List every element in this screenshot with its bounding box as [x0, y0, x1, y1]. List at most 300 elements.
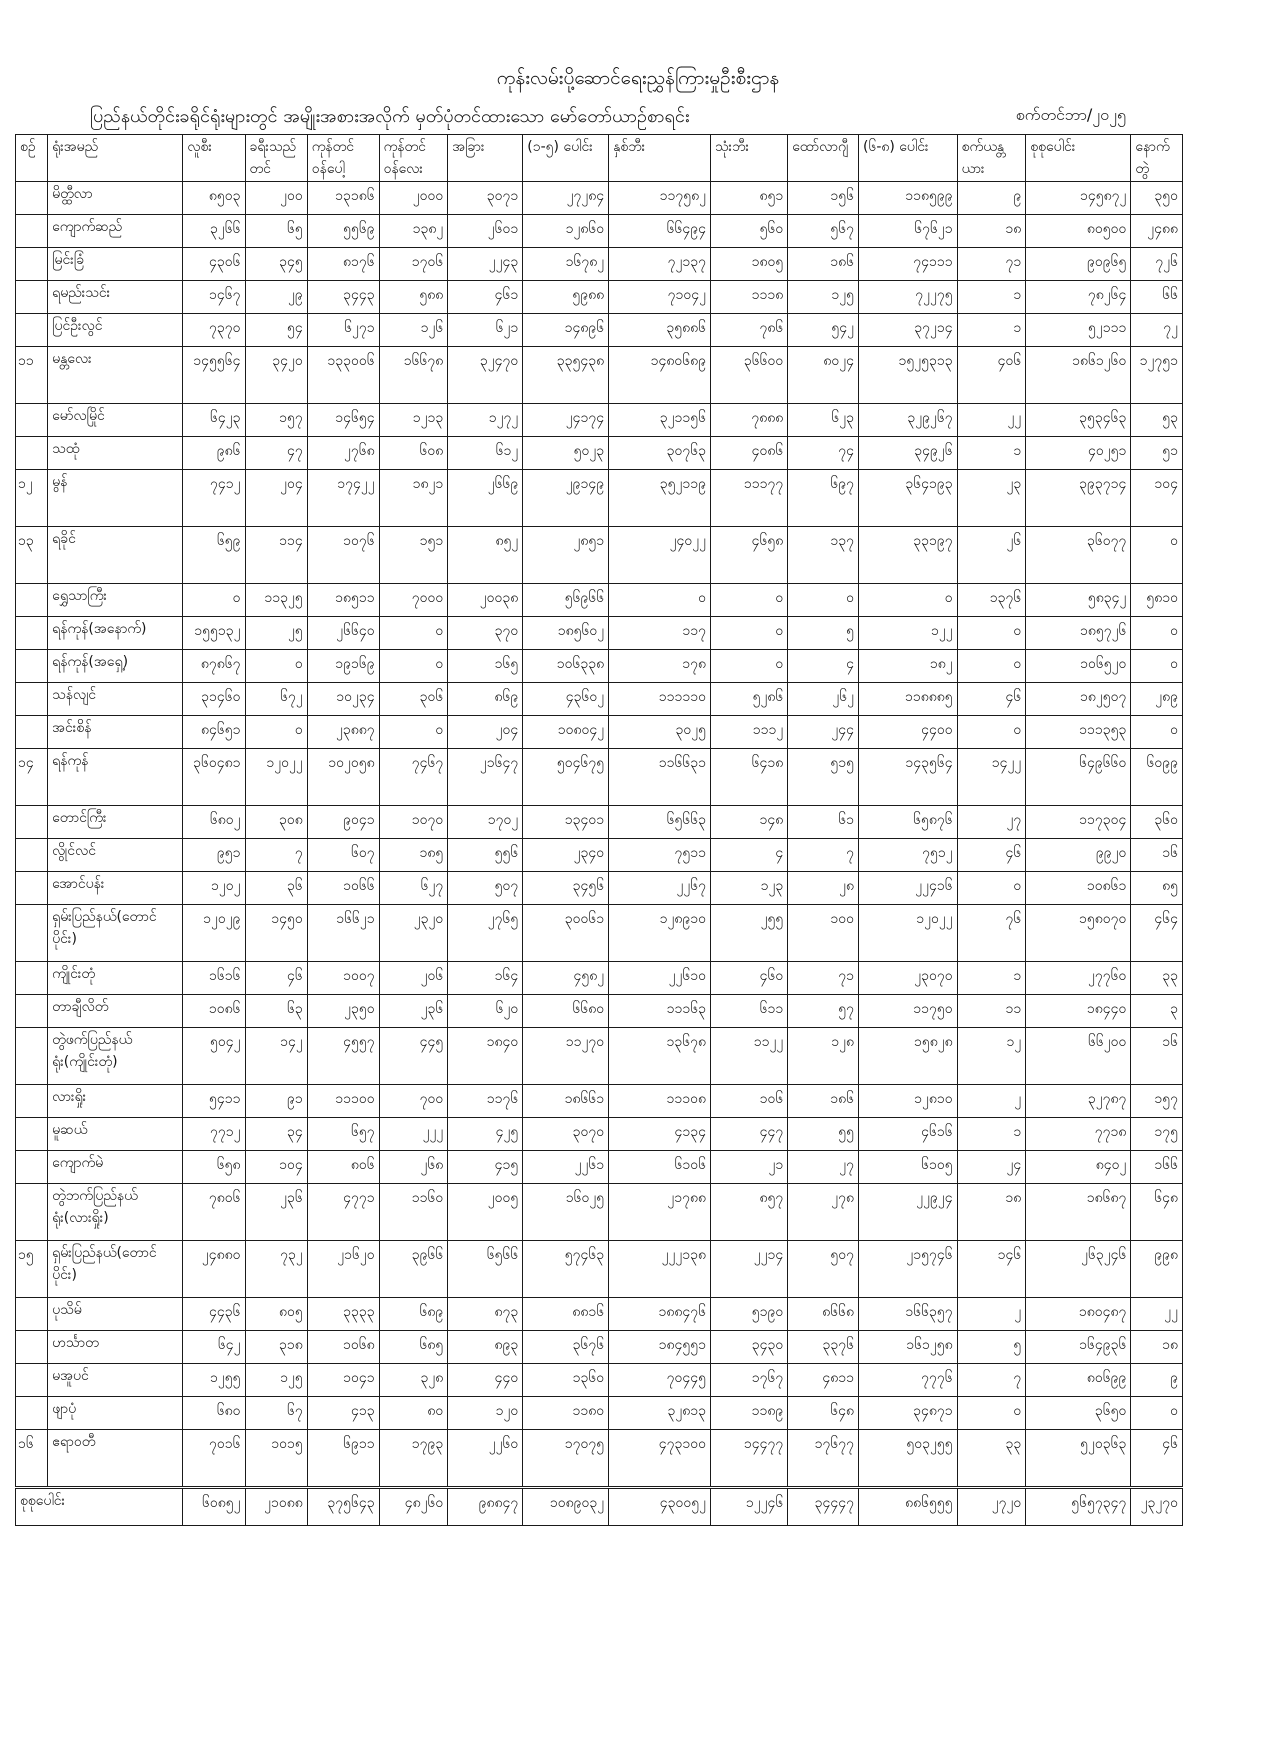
- value-cell: ၃၀၂၅: [609, 716, 711, 749]
- value-cell: ၅၈၃၄၂: [1026, 584, 1131, 617]
- value-cell: ၀: [957, 716, 1026, 749]
- value-cell: ၆၄၉၆၆၀: [1026, 749, 1131, 806]
- value-cell: ၁၇၀၇၅: [523, 1430, 609, 1488]
- row-number: ၁၁: [16, 347, 48, 404]
- office-name: မန္တလေး: [48, 347, 183, 404]
- office-name: ဖျာပုံ: [48, 1397, 183, 1430]
- value-cell: ၇၈၀၆: [183, 1184, 245, 1241]
- value-cell: ၂၀၄: [245, 470, 307, 527]
- value-cell: ၈၀၅: [245, 1298, 307, 1331]
- value-cell: ၅၁၉၀: [710, 1298, 787, 1331]
- value-cell: ၂: [957, 1085, 1026, 1118]
- value-cell: ၁၀၄၁: [307, 1364, 379, 1397]
- value-cell: ၃၂၈၁၃: [609, 1397, 711, 1430]
- table-row: [16, 806, 1183, 839]
- value-cell: ၀: [1131, 1397, 1183, 1430]
- value-cell: ၆၁၀၆: [609, 1151, 711, 1184]
- value-cell: ၁၂၀၂၂: [858, 905, 957, 962]
- value-cell: ၁၇၆၇: [710, 1364, 787, 1397]
- value-cell: ၁၆: [1131, 1028, 1183, 1085]
- value-cell: ၁၂၂: [858, 617, 957, 650]
- value-cell: ၈၆၆၈: [788, 1298, 859, 1331]
- value-cell: ၃၀၈: [245, 806, 307, 839]
- value-cell: ၁၁၈၈၈၅: [858, 683, 957, 716]
- value-cell: ၂၂၆၇: [609, 872, 711, 905]
- table-row: [16, 872, 1183, 905]
- value-cell: ၀: [858, 584, 957, 617]
- value-cell: ၅: [957, 1331, 1026, 1364]
- value-cell: ၂၆၂: [788, 683, 859, 716]
- value-cell: ၉: [957, 182, 1026, 215]
- value-cell: ၈၄၆၅၁: [183, 716, 245, 749]
- value-cell: ၈၈၁၆: [523, 1298, 609, 1331]
- value-cell: ၀: [710, 584, 787, 617]
- value-cell: ၁: [957, 314, 1026, 347]
- value-cell: ၆၆၄၉၄: [609, 215, 711, 248]
- value-cell: ၁၂၅: [245, 1364, 307, 1397]
- office-name: မိတ္ထီလာ: [48, 182, 183, 215]
- row-number: [16, 617, 48, 650]
- value-cell: ၁၈၆၆၁: [523, 1085, 609, 1118]
- total-cell: ၃၄၄၄၇: [788, 1488, 859, 1526]
- table-row: [16, 617, 1183, 650]
- value-cell: ၂၆၆၄၀: [307, 617, 379, 650]
- value-cell: ၂၄၀၂၂: [609, 527, 711, 584]
- value-cell: ၅၀၃၂၅၅: [858, 1430, 957, 1488]
- value-cell: ၃၃: [1131, 962, 1183, 995]
- value-cell: ၃၂၆၆: [183, 215, 245, 248]
- value-cell: ၅၂၁၁၁: [1026, 314, 1131, 347]
- table-row: [16, 182, 1183, 215]
- value-cell: ၅၄: [245, 314, 307, 347]
- value-cell: ၁၁၇၆: [448, 1085, 523, 1118]
- office-name: ရှမ်းပြည်နယ်(တောင်ပိုင်း): [48, 905, 183, 962]
- value-cell: ၁၀၇၆: [307, 527, 379, 584]
- value-cell: ၁၀၂၃၄: [307, 683, 379, 716]
- value-cell: ၆၀၈: [379, 437, 448, 470]
- row-number: ၁၃: [16, 527, 48, 584]
- value-cell: ၄၄၅: [379, 1028, 448, 1085]
- value-cell: ၂၈: [788, 872, 859, 905]
- value-cell: ၁၃၁၈၆: [307, 182, 379, 215]
- value-cell: ၀: [957, 1397, 1026, 1430]
- value-cell: ၄၁၃: [307, 1397, 379, 1430]
- value-cell: ၁၁: [957, 995, 1026, 1028]
- value-cell: ၃: [1131, 995, 1183, 1028]
- value-cell: ၀: [183, 584, 245, 617]
- value-cell: ၈၀၂၄: [788, 347, 859, 404]
- value-cell: ၃၆၀၄၈၁: [183, 749, 245, 806]
- value-cell: ၅၅: [788, 1118, 859, 1151]
- value-cell: ၀: [957, 872, 1026, 905]
- column-header: စဉ်: [16, 135, 48, 182]
- value-cell: ၄၇: [245, 437, 307, 470]
- value-cell: ၆၅၉: [183, 527, 245, 584]
- office-name: မွန်: [48, 470, 183, 527]
- value-cell: ၅၀၄၆၇၅: [523, 749, 609, 806]
- value-cell: ၇: [957, 1364, 1026, 1397]
- value-cell: ၂၆၈: [379, 1151, 448, 1184]
- table-row: [16, 215, 1183, 248]
- value-cell: ၈၅၂: [448, 527, 523, 584]
- value-cell: ၄၆၁၆: [858, 1118, 957, 1151]
- value-cell: ၁၀၆: [710, 1085, 787, 1118]
- value-cell: ၁၈၀၄၈၇: [1026, 1298, 1131, 1331]
- row-number: [16, 584, 48, 617]
- value-cell: ၀: [957, 617, 1026, 650]
- value-cell: ၁၄၆: [957, 1241, 1026, 1298]
- value-cell: ၄၅၅၇: [307, 1028, 379, 1085]
- value-cell: ၁၄၄၇၇: [710, 1430, 787, 1488]
- office-name: မြင်းခြံ: [48, 248, 183, 281]
- value-cell: ၄၅၈၂: [523, 962, 609, 995]
- value-cell: ၃၂၉၂၆၇: [858, 404, 957, 437]
- value-cell: ၇၀၀: [379, 1085, 448, 1118]
- value-cell: ၂၂၁၄: [710, 1241, 787, 1298]
- value-cell: ၇၀၁၆: [183, 1430, 245, 1488]
- table-row: [16, 1184, 1183, 1241]
- office-name: မော်လမြိုင်: [48, 404, 183, 437]
- value-cell: ၁၅၇: [245, 404, 307, 437]
- office-name: မအူပင်: [48, 1364, 183, 1397]
- value-cell: ၉၀၄၁: [307, 806, 379, 839]
- value-cell: ၁၅၆: [788, 182, 859, 215]
- value-cell: ၃၂၄၇၀: [448, 347, 523, 404]
- value-cell: ၂၂၉၂၄: [858, 1184, 957, 1241]
- report-date: စက်တင်ဘာ/၂၀၂၅: [1015, 105, 1126, 124]
- total-cell: ၈၈၆၅၅၅: [858, 1488, 957, 1526]
- value-cell: ၃၆၀: [1131, 806, 1183, 839]
- value-cell: ၄၇၇၁: [307, 1184, 379, 1241]
- value-cell: ၅၇၄၆၃: [523, 1241, 609, 1298]
- value-cell: ၄၆: [957, 839, 1026, 872]
- value-cell: ၆၃: [245, 995, 307, 1028]
- total-cell: ၂၁၀၈၈: [245, 1488, 307, 1526]
- value-cell: ၁၄၅၈၇၂: [1026, 182, 1131, 215]
- value-cell: ၈၁၇၆: [307, 248, 379, 281]
- table-row: [16, 1331, 1183, 1364]
- column-header: ရုံးအမည်: [48, 135, 183, 182]
- value-cell: ၇၂၆: [1131, 248, 1183, 281]
- value-cell: ၄၀၂၅၁: [1026, 437, 1131, 470]
- value-cell: ၁၆၆၃၅၇: [858, 1298, 957, 1331]
- value-cell: ၀: [379, 617, 448, 650]
- value-cell: ၀: [1131, 527, 1183, 584]
- row-number: [16, 1331, 48, 1364]
- value-cell: ၈၀၆၉၉: [1026, 1364, 1131, 1397]
- row-number: [16, 683, 48, 716]
- value-cell: ၂: [957, 1298, 1026, 1331]
- row-number: ၁၂: [16, 470, 48, 527]
- value-cell: ၈၅: [1131, 872, 1183, 905]
- column-header: အခြား: [448, 135, 523, 182]
- value-cell: ၄၇၃၁၀၀: [609, 1430, 711, 1488]
- value-cell: ၂၇၆၈: [307, 437, 379, 470]
- value-cell: ၁၁၁၂: [710, 716, 787, 749]
- value-cell: ၁၁၃၂၅: [245, 584, 307, 617]
- value-cell: ၁၃၆၀: [523, 1364, 609, 1397]
- value-cell: ၁၁၁၃၅၃: [1026, 716, 1131, 749]
- office-name: တွဲဖက်ပြည်နယ်ရုံး(ကျိုင်းတုံ): [48, 1028, 183, 1085]
- value-cell: ၂၇၈: [788, 1184, 859, 1241]
- value-cell: ၂၃၆: [245, 1184, 307, 1241]
- value-cell: ၃၀၀၆၁: [523, 905, 609, 962]
- row-number: [16, 1028, 48, 1085]
- value-cell: ၂၇: [788, 1151, 859, 1184]
- value-cell: ၇၂၂၇၅: [858, 281, 957, 314]
- value-cell: ၅၆၀: [710, 215, 787, 248]
- value-cell: ၆၅: [245, 215, 307, 248]
- office-name: ပြင်ဦးလွင်: [48, 314, 183, 347]
- table-row: [16, 281, 1183, 314]
- value-cell: ၄၆၁: [448, 281, 523, 314]
- value-cell: ၆၄၂: [183, 1331, 245, 1364]
- value-cell: ၁၁၁၆၃: [609, 995, 711, 1028]
- value-cell: ၂၂၂၁၃၈: [609, 1241, 711, 1298]
- value-cell: ၈၀: [379, 1397, 448, 1430]
- value-cell: ၀: [710, 617, 787, 650]
- value-cell: ၄၃၀၆: [183, 248, 245, 281]
- value-cell: ၆၂၀: [448, 995, 523, 1028]
- value-cell: ၃၉၃၇၁၄: [1026, 470, 1131, 527]
- office-name: အင်းစိန်: [48, 716, 183, 749]
- value-cell: ၁၄၈၀၆၈၉: [609, 347, 711, 404]
- value-cell: ၁၁၁၀၈: [609, 1085, 711, 1118]
- table-row: [16, 1298, 1183, 1331]
- row-number: [16, 716, 48, 749]
- value-cell: ၆၁၁: [710, 995, 787, 1028]
- total-cell: ၄၃၀၀၅၂: [609, 1488, 711, 1526]
- value-cell: ၃၄: [245, 1118, 307, 1151]
- value-cell: ၃၁၄၆၀: [183, 683, 245, 716]
- value-cell: ၁၆၆၇၈: [379, 347, 448, 404]
- row-number: [16, 437, 48, 470]
- value-cell: ၁၂၃: [710, 872, 787, 905]
- value-cell: ၄၆၀: [710, 962, 787, 995]
- value-cell: ၂၁၆၂၀: [307, 1241, 379, 1298]
- office-name: အောင်ပန်း: [48, 872, 183, 905]
- office-name: တာချီလိတ်: [48, 995, 183, 1028]
- value-cell: ၅၀၄၂: [183, 1028, 245, 1085]
- value-cell: ၃၀၇၀: [523, 1118, 609, 1151]
- value-cell: ၂၆၆၉: [448, 470, 523, 527]
- row-number: [16, 182, 48, 215]
- value-cell: ၆၈၀၂: [183, 806, 245, 839]
- value-cell: ၇၅၁၁: [609, 839, 711, 872]
- value-cell: ၅၅၆၉: [307, 215, 379, 248]
- value-cell: ၂၉: [245, 281, 307, 314]
- value-cell: ၅၀၇: [448, 872, 523, 905]
- value-cell: ၂၇: [957, 806, 1026, 839]
- value-cell: ၁၈၀၅: [710, 248, 787, 281]
- row-number: ၁၅: [16, 1241, 48, 1298]
- value-cell: ၁၁၇၃၀၄: [1026, 806, 1131, 839]
- value-cell: ၃၆၅၀: [1026, 1397, 1131, 1430]
- office-name: ရန်ကုန်(အရှေ့): [48, 650, 183, 683]
- value-cell: ၁၆: [1131, 839, 1183, 872]
- office-name: ရန်ကုန်(အနောက်): [48, 617, 183, 650]
- value-cell: ၃၃၅၄၃၈: [523, 347, 609, 404]
- value-cell: ၂၁၅၇၄၆: [858, 1241, 957, 1298]
- value-cell: ၄၈၁၁: [788, 1364, 859, 1397]
- value-cell: ၁၂၈: [788, 1028, 859, 1085]
- value-cell: ၈၀၅၀၀: [1026, 215, 1131, 248]
- value-cell: ၈၇၃: [448, 1298, 523, 1331]
- row-number: ၁၄: [16, 749, 48, 806]
- value-cell: ၅၅၆: [448, 839, 523, 872]
- value-cell: ၁၂၆: [379, 314, 448, 347]
- table-row: [16, 839, 1183, 872]
- row-number: [16, 1397, 48, 1430]
- value-cell: ၄၁၅: [448, 1151, 523, 1184]
- value-cell: ၂၀၀၃၈: [448, 584, 523, 617]
- table-row: [16, 1085, 1183, 1118]
- value-cell: ၂၃: [957, 470, 1026, 527]
- value-cell: ၇၃၇၀: [183, 314, 245, 347]
- value-cell: ၀: [245, 716, 307, 749]
- value-cell: ၁၀၆၃၃၈: [523, 650, 609, 683]
- value-cell: ၆၅၈: [183, 1151, 245, 1184]
- value-cell: ၁၂၇၅၁: [1131, 347, 1183, 404]
- value-cell: ၃၆၄၁၉၃: [858, 470, 957, 527]
- column-header: လူစီး: [183, 135, 245, 182]
- value-cell: ၃၃၇၆: [788, 1331, 859, 1364]
- value-cell: ၇၃၂: [245, 1241, 307, 1298]
- value-cell: ၂၄: [957, 1151, 1026, 1184]
- value-cell: ၆၄၈: [788, 1397, 859, 1430]
- value-cell: ၉၅၁: [183, 839, 245, 872]
- value-cell: ၆၀၇: [307, 839, 379, 872]
- value-cell: ၂၀၄: [448, 716, 523, 749]
- value-cell: ၂၂၄၃: [448, 248, 523, 281]
- value-cell: ၇၈၆: [710, 314, 787, 347]
- value-cell: ၁၆၄: [448, 962, 523, 995]
- value-cell: ၇၇၁၈: [1026, 1118, 1131, 1151]
- table-row: [16, 962, 1183, 995]
- value-cell: ၉၁: [245, 1085, 307, 1118]
- value-cell: ၄၁၃၄: [609, 1118, 711, 1151]
- value-cell: ၃၅၂၁၁၉: [609, 470, 711, 527]
- value-cell: ၁၈၆: [788, 248, 859, 281]
- value-cell: ၀: [957, 650, 1026, 683]
- value-cell: ၁၀၆၅၂၀: [1026, 650, 1131, 683]
- value-cell: ၃၀၇၁: [448, 182, 523, 215]
- value-cell: ၃၄၃၀: [710, 1331, 787, 1364]
- value-cell: ၈၅၁: [710, 182, 787, 215]
- value-cell: ၁၆၄၉၃၆: [1026, 1331, 1131, 1364]
- value-cell: ၄၃၆၀၂: [523, 683, 609, 716]
- value-cell: ၁၄၈၉၆: [523, 314, 609, 347]
- value-cell: ၄၆၄: [1131, 905, 1183, 962]
- value-cell: ၂၅၅: [710, 905, 787, 962]
- value-cell: ၃၅၈၈၆: [609, 314, 711, 347]
- table-row: [16, 650, 1183, 683]
- value-cell: ၁၅၈၀၇၀: [1026, 905, 1131, 962]
- table-row: [16, 716, 1183, 749]
- value-cell: ၁၇၄၂၂: [307, 470, 379, 527]
- value-cell: ၈၀၆: [307, 1151, 379, 1184]
- value-cell: ၃၄၈၇၁: [858, 1397, 957, 1430]
- value-cell: ၆၄၈: [1131, 1184, 1183, 1241]
- value-cell: ၁၅၅၁၃၂: [183, 617, 245, 650]
- value-cell: ၆၂၁: [448, 314, 523, 347]
- row-number: [16, 404, 48, 437]
- value-cell: ၆၆၂၀၀: [1026, 1028, 1131, 1085]
- value-cell: ၇၀၄၄၅: [609, 1364, 711, 1397]
- value-cell: ၁၇၈: [609, 650, 711, 683]
- value-cell: ၂၂၆၁: [523, 1151, 609, 1184]
- value-cell: ၅၁၅: [788, 749, 859, 806]
- value-cell: ၃၄၂၀: [245, 347, 307, 404]
- value-cell: ၄၆: [1131, 1430, 1183, 1488]
- value-cell: ၁၆၆၂၁: [307, 905, 379, 962]
- value-cell: ၃၂၇၈၇: [1026, 1085, 1131, 1118]
- value-cell: ၁၄၅၅၆၄: [183, 347, 245, 404]
- value-cell: ၅၈၁၀: [1131, 584, 1183, 617]
- office-name: ရန်ကုန်: [48, 749, 183, 806]
- value-cell: ၁၅၂၅၃၁၃: [858, 347, 957, 404]
- value-cell: ၁၈၆: [788, 1085, 859, 1118]
- value-cell: ၁၈: [957, 215, 1026, 248]
- value-cell: ၁၁၁၁၁၀: [609, 683, 711, 716]
- total-cell: ၄၈၂၆၀: [379, 1488, 448, 1526]
- value-cell: ၁: [957, 437, 1026, 470]
- value-cell: ၂၂၆၁၀: [609, 962, 711, 995]
- value-cell: ၁၀၄: [1131, 470, 1183, 527]
- value-cell: ၆၆: [1131, 281, 1183, 314]
- value-cell: ၂၆: [957, 527, 1026, 584]
- value-cell: ၆၇: [245, 1397, 307, 1430]
- column-header: သုံးဘီး: [710, 135, 787, 182]
- value-cell: ၂၀၀: [245, 182, 307, 215]
- table-row: [16, 905, 1183, 962]
- value-cell: ၄၀၈၆: [710, 437, 787, 470]
- value-cell: ၀: [710, 650, 787, 683]
- value-cell: ၆၈၅: [379, 1331, 448, 1364]
- value-cell: ၇၂: [1131, 314, 1183, 347]
- value-cell: ၁၂၀၂: [183, 872, 245, 905]
- value-cell: ၇၀၀၀: [379, 584, 448, 617]
- value-cell: ၇၄၆၇: [379, 749, 448, 806]
- value-cell: ၁၃၄၀၁: [523, 806, 609, 839]
- row-number: [16, 1364, 48, 1397]
- value-cell: ၇၄၁၁၁: [858, 248, 957, 281]
- value-cell: ၃၄၅၆: [523, 872, 609, 905]
- value-cell: ၆၈၉: [379, 1298, 448, 1331]
- value-cell: ၅၄၂: [788, 314, 859, 347]
- column-header: ထော်လာဂျီ: [788, 135, 859, 182]
- value-cell: ၁၈: [1131, 1331, 1183, 1364]
- value-cell: ၅၃: [1131, 404, 1183, 437]
- value-cell: ၅၇: [788, 995, 859, 1028]
- value-cell: ၅၀၂၃: [523, 437, 609, 470]
- value-cell: ၂၂၂: [379, 1118, 448, 1151]
- value-cell: ၁၂၀: [448, 1397, 523, 1430]
- row-number: [16, 806, 48, 839]
- value-cell: ၅၆၇: [788, 215, 859, 248]
- office-name: ရခိုင်: [48, 527, 183, 584]
- value-cell: ၃၉၆၆: [379, 1241, 448, 1298]
- value-cell: ၇၄: [788, 437, 859, 470]
- office-name: မူဆယ်: [48, 1118, 183, 1151]
- row-number: ၁၆: [16, 1430, 48, 1488]
- value-cell: ၂၃၂၀: [379, 905, 448, 962]
- vehicle-registration-table: [15, 134, 1183, 1526]
- table-row: [16, 248, 1183, 281]
- value-cell: ၁: [957, 962, 1026, 995]
- value-cell: ၁၇၅: [1131, 1118, 1183, 1151]
- value-cell: ၁၇၉၃: [379, 1430, 448, 1488]
